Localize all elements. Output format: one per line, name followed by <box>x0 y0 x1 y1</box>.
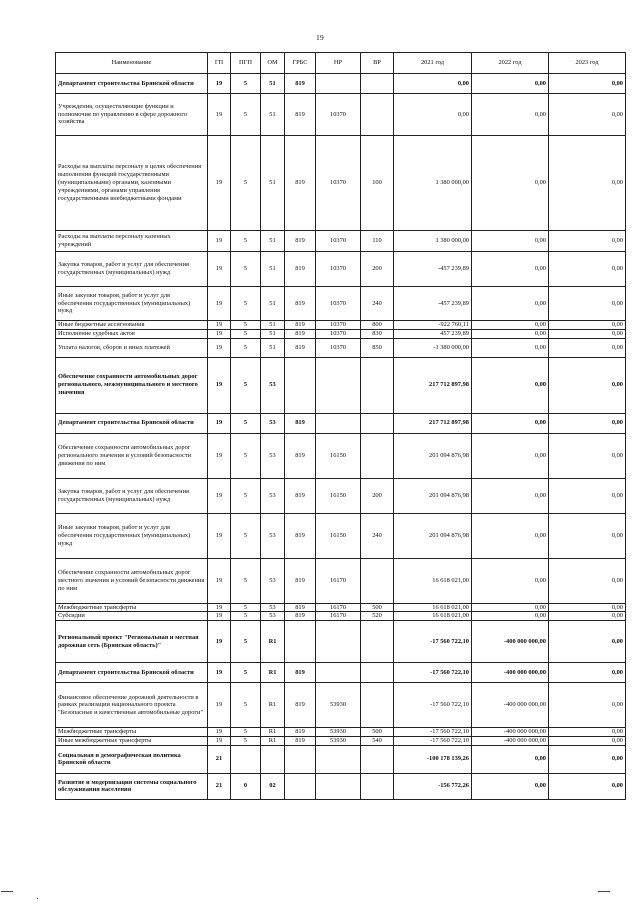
table-row <box>56 478 626 513</box>
cell-y2022: -400 000 000,00 <box>472 621 549 663</box>
cell-y2021: 201 094 876,98 <box>394 513 472 558</box>
cell-vr <box>361 745 394 773</box>
cell-grbs: 819 <box>285 603 316 612</box>
cell-vr: 100 <box>361 136 394 231</box>
cell-vr <box>361 621 394 663</box>
cell-om: 51 <box>261 94 285 136</box>
cell-nr: 53930 <box>316 728 361 737</box>
cell-pgp: 5 <box>231 94 261 136</box>
table-row <box>56 74 626 94</box>
budget-table <box>55 52 626 800</box>
cell-vr <box>361 683 394 728</box>
cell-gp: 19 <box>208 357 231 413</box>
cell-name: Межбюджетные трансферты <box>56 728 208 737</box>
table-body <box>56 74 626 800</box>
cell-om: 53 <box>261 433 285 478</box>
cell-pgp: 5 <box>231 478 261 513</box>
cell-grbs: 819 <box>285 252 316 287</box>
cell-grbs: 819 <box>285 287 316 321</box>
cell-gp: 19 <box>208 621 231 663</box>
cell-name: Обеспечение сохранности автомобильных дорог регионального значения и условий безопасности движения по ним <box>56 433 208 478</box>
scan-mark <box>598 891 610 892</box>
cell-y2022: 0,00 <box>472 136 549 231</box>
cell-y2021: -17 560 722,10 <box>394 737 472 746</box>
cell-y2021: 201 094 876,98 <box>394 433 472 478</box>
cell-vr: 830 <box>361 329 394 338</box>
cell-name: Развитие и модернизация системы социального обслуживания населения <box>56 773 208 799</box>
header-vr: ВР <box>361 53 394 74</box>
cell-om: 51 <box>261 338 285 357</box>
cell-grbs: 819 <box>285 136 316 231</box>
header-nr: НР <box>316 53 361 74</box>
cell-y2021: -100 178 139,26 <box>394 745 472 773</box>
cell-nr <box>316 663 361 683</box>
cell-vr <box>361 663 394 683</box>
cell-y2021: -17 560 722,10 <box>394 728 472 737</box>
cell-vr: 800 <box>361 321 394 330</box>
cell-om: 53 <box>261 603 285 612</box>
cell-om: R1 <box>261 737 285 746</box>
cell-y2021: 217 712 897,98 <box>394 357 472 413</box>
cell-name: Обеспечение сохранности автомобильных дорог регионального, межмуниципального и местного значения <box>56 357 208 413</box>
cell-om: 51 <box>261 329 285 338</box>
cell-gp: 19 <box>208 136 231 231</box>
cell-y2021: 0,00 <box>394 74 472 94</box>
cell-nr: 16150 <box>316 478 361 513</box>
cell-y2022: -400 000 000,00 <box>472 737 549 746</box>
cell-name: Закупка товаров, работ и услуг для обеспечения государственных (муниципальных) нужд <box>56 252 208 287</box>
cell-vr <box>361 74 394 94</box>
cell-grbs: 819 <box>285 321 316 330</box>
cell-grbs: 819 <box>285 478 316 513</box>
cell-vr: 200 <box>361 478 394 513</box>
cell-nr: 10370 <box>316 252 361 287</box>
cell-y2023: 0,00 <box>549 773 626 799</box>
cell-gp: 19 <box>208 433 231 478</box>
cell-y2022: 0,00 <box>472 338 549 357</box>
scan-mark <box>1 891 13 892</box>
cell-name: Закупка товаров, работ и услуг для обеспечения государственных (муниципальных) нужд <box>56 478 208 513</box>
cell-grbs <box>285 745 316 773</box>
cell-gp: 19 <box>208 683 231 728</box>
cell-gp: 19 <box>208 737 231 746</box>
cell-y2022: -400 000 000,00 <box>472 728 549 737</box>
cell-grbs: 819 <box>285 612 316 621</box>
cell-nr <box>316 773 361 799</box>
cell-name: Департамент строительства Брянской области <box>56 663 208 683</box>
cell-om: 51 <box>261 252 285 287</box>
cell-y2023: 0,00 <box>549 413 626 433</box>
cell-name: Уплата налогов, сборов и иных платежей <box>56 338 208 357</box>
cell-pgp: 5 <box>231 737 261 746</box>
cell-pgp: 5 <box>231 433 261 478</box>
cell-nr: 10370 <box>316 287 361 321</box>
header-2022: 2022 год <box>472 53 549 74</box>
cell-y2023: 0,00 <box>549 663 626 683</box>
table-row <box>56 231 626 252</box>
cell-grbs <box>285 621 316 663</box>
cell-pgp: 5 <box>231 513 261 558</box>
cell-gp: 21 <box>208 745 231 773</box>
cell-y2021: -156 772,26 <box>394 773 472 799</box>
table-row <box>56 773 626 799</box>
cell-om: 53 <box>261 612 285 621</box>
cell-name: Региональный проект "Региональная и местная дорожная сеть (Брянская область)" <box>56 621 208 663</box>
cell-om: 53 <box>261 478 285 513</box>
cell-y2023: 0,00 <box>549 612 626 621</box>
cell-nr: 16150 <box>316 513 361 558</box>
cell-vr <box>361 433 394 478</box>
cell-y2023: 0,00 <box>549 737 626 746</box>
cell-y2022: 0,00 <box>472 478 549 513</box>
cell-gp: 19 <box>208 413 231 433</box>
cell-grbs: 819 <box>285 74 316 94</box>
table-row <box>56 621 626 663</box>
cell-y2023: 0,00 <box>549 321 626 330</box>
cell-pgp: 5 <box>231 728 261 737</box>
cell-y2021: -457 239,89 <box>394 287 472 321</box>
cell-vr <box>361 773 394 799</box>
cell-om: 02 <box>261 773 285 799</box>
cell-y2023: 0,00 <box>549 745 626 773</box>
table-row <box>56 357 626 413</box>
cell-om: 53 <box>261 558 285 603</box>
cell-gp: 19 <box>208 74 231 94</box>
cell-vr <box>361 357 394 413</box>
cell-pgp: 5 <box>231 231 261 252</box>
cell-y2022: 0,00 <box>472 513 549 558</box>
cell-gp: 19 <box>208 252 231 287</box>
cell-name: Учреждения, осуществляющие функции и полномочия по управлению в сфере дорожного хозяйства <box>56 94 208 136</box>
cell-y2023: 0,00 <box>549 621 626 663</box>
cell-grbs: 819 <box>285 513 316 558</box>
cell-pgp: 5 <box>231 413 261 433</box>
table-row <box>56 252 626 287</box>
header-gp: ГП <box>208 53 231 74</box>
cell-grbs: 819 <box>285 663 316 683</box>
cell-vr: 850 <box>361 338 394 357</box>
cell-nr: 10370 <box>316 329 361 338</box>
cell-y2023: 0,00 <box>549 136 626 231</box>
cell-y2021: 457 239,89 <box>394 329 472 338</box>
cell-vr: 500 <box>361 728 394 737</box>
cell-y2021: 16 618 021,00 <box>394 558 472 603</box>
cell-gp: 21 <box>208 773 231 799</box>
table-row <box>56 321 626 330</box>
cell-om: 51 <box>261 321 285 330</box>
cell-y2023: 0,00 <box>549 558 626 603</box>
table-row <box>56 94 626 136</box>
cell-om: R1 <box>261 683 285 728</box>
cell-om: R1 <box>261 663 285 683</box>
cell-vr: 500 <box>361 603 394 612</box>
cell-grbs: 819 <box>285 683 316 728</box>
scan-mark <box>37 898 38 899</box>
cell-gp: 19 <box>208 329 231 338</box>
cell-y2023: 0,00 <box>549 683 626 728</box>
cell-nr: 16170 <box>316 603 361 612</box>
cell-name: Субсидии <box>56 612 208 621</box>
cell-gp: 19 <box>208 558 231 603</box>
table-row <box>56 329 626 338</box>
cell-y2021: -922 760,11 <box>394 321 472 330</box>
cell-om: 51 <box>261 136 285 231</box>
cell-nr: 53930 <box>316 683 361 728</box>
table-row <box>56 612 626 621</box>
cell-grbs: 819 <box>285 433 316 478</box>
cell-vr: 540 <box>361 737 394 746</box>
table-row <box>56 683 626 728</box>
header-name: Наименование <box>56 53 208 74</box>
table-row <box>56 136 626 231</box>
header-om: ОМ <box>261 53 285 74</box>
cell-grbs: 819 <box>285 338 316 357</box>
cell-om: R1 <box>261 728 285 737</box>
cell-grbs <box>285 773 316 799</box>
cell-grbs: 819 <box>285 737 316 746</box>
cell-pgp: 5 <box>231 74 261 94</box>
cell-y2022: -400 000 000,00 <box>472 663 549 683</box>
cell-y2022: 0,00 <box>472 321 549 330</box>
cell-nr: 16170 <box>316 612 361 621</box>
cell-y2023: 0,00 <box>549 513 626 558</box>
cell-grbs: 819 <box>285 231 316 252</box>
cell-y2022: 0,00 <box>472 433 549 478</box>
cell-pgp: 5 <box>231 663 261 683</box>
table-header-row <box>56 53 626 74</box>
cell-y2023: 0,00 <box>549 433 626 478</box>
cell-pgp: 5 <box>231 357 261 413</box>
cell-vr: 240 <box>361 287 394 321</box>
cell-name: Исполнение судебных актов <box>56 329 208 338</box>
cell-y2022: 0,00 <box>472 94 549 136</box>
cell-pgp: 5 <box>231 603 261 612</box>
cell-om: 51 <box>261 231 285 252</box>
cell-pgp: 5 <box>231 287 261 321</box>
cell-y2021: 217 712 897,98 <box>394 413 472 433</box>
cell-pgp: 5 <box>231 558 261 603</box>
table-row <box>56 338 626 357</box>
cell-name: Межбюджетные трансферты <box>56 603 208 612</box>
header-2021: 2021 год <box>394 53 472 74</box>
cell-pgp: 0 <box>231 773 261 799</box>
cell-name: Расходы на выплаты персоналу казенных учреждений <box>56 231 208 252</box>
page-number: 19 <box>316 33 324 42</box>
cell-om <box>261 745 285 773</box>
cell-nr: 10370 <box>316 321 361 330</box>
cell-vr <box>361 413 394 433</box>
cell-name: Финансовое обеспечение дорожной деятельности в рамках реализации национального проекта "Безопасные и качественные автомобильные дороги" <box>56 683 208 728</box>
cell-y2023: 0,00 <box>549 728 626 737</box>
cell-nr <box>316 745 361 773</box>
cell-name: Социальная и демографическая политика Брянской области <box>56 745 208 773</box>
cell-y2021: -17 560 722,10 <box>394 683 472 728</box>
cell-nr: 10370 <box>316 94 361 136</box>
table-row <box>56 433 626 478</box>
cell-om: 53 <box>261 513 285 558</box>
table-row <box>56 603 626 612</box>
cell-y2021: 16 618 021,00 <box>394 603 472 612</box>
cell-y2023: 0,00 <box>549 603 626 612</box>
cell-gp: 19 <box>208 231 231 252</box>
cell-gp: 19 <box>208 478 231 513</box>
cell-y2022: 0,00 <box>472 603 549 612</box>
cell-y2023: 0,00 <box>549 338 626 357</box>
cell-y2023: 0,00 <box>549 231 626 252</box>
cell-y2022: 0,00 <box>472 329 549 338</box>
cell-y2023: 0,00 <box>549 357 626 413</box>
cell-y2022: 0,00 <box>472 745 549 773</box>
cell-grbs: 819 <box>285 329 316 338</box>
cell-om: 53 <box>261 413 285 433</box>
cell-pgp: 5 <box>231 612 261 621</box>
cell-nr: 10370 <box>316 136 361 231</box>
cell-y2022: -400 000 000,00 <box>472 683 549 728</box>
cell-nr: 16170 <box>316 558 361 603</box>
table-row <box>56 513 626 558</box>
cell-gp: 19 <box>208 94 231 136</box>
cell-y2022: 0,00 <box>472 357 549 413</box>
cell-y2021: 201 094 876,98 <box>394 478 472 513</box>
cell-gp: 19 <box>208 728 231 737</box>
cell-vr: 110 <box>361 231 394 252</box>
cell-vr <box>361 94 394 136</box>
cell-vr: 520 <box>361 612 394 621</box>
cell-nr <box>316 74 361 94</box>
cell-name: Расходы на выплаты персоналу в целях обеспечения выполнения функций государственными (муниципальными) органами, казенными учреждениями, органами управления государственными внебюджетными фондами <box>56 136 208 231</box>
table-row <box>56 745 626 773</box>
cell-nr: 10370 <box>316 231 361 252</box>
cell-om: 53 <box>261 357 285 413</box>
cell-nr: 10370 <box>316 338 361 357</box>
cell-pgp <box>231 745 261 773</box>
cell-nr <box>316 413 361 433</box>
cell-pgp: 5 <box>231 136 261 231</box>
cell-pgp: 5 <box>231 321 261 330</box>
cell-gp: 19 <box>208 287 231 321</box>
cell-y2023: 0,00 <box>549 94 626 136</box>
cell-vr: 240 <box>361 513 394 558</box>
cell-vr <box>361 558 394 603</box>
cell-name: Иные бюджетные ассигнования <box>56 321 208 330</box>
cell-y2021: 0,00 <box>394 94 472 136</box>
cell-name: Департамент строительства Брянской области <box>56 413 208 433</box>
cell-grbs: 819 <box>285 558 316 603</box>
cell-nr <box>316 621 361 663</box>
cell-y2022: 0,00 <box>472 612 549 621</box>
cell-y2023: 0,00 <box>549 329 626 338</box>
cell-om: R1 <box>261 621 285 663</box>
cell-y2021: 1 380 000,00 <box>394 231 472 252</box>
cell-name: Иные закупки товаров, работ и услуг для обеспечения государственных (муниципальных) нужд <box>56 287 208 321</box>
cell-name: Иные закупки товаров, работ и услуг для обеспечения государственных (муниципальных) нужд <box>56 513 208 558</box>
cell-grbs <box>285 357 316 413</box>
table-row <box>56 737 626 746</box>
cell-y2021: -17 560 722,10 <box>394 621 472 663</box>
cell-name: Иные межбюджетные трансферты <box>56 737 208 746</box>
cell-y2022: 0,00 <box>472 287 549 321</box>
cell-nr <box>316 357 361 413</box>
table-row <box>56 663 626 683</box>
cell-grbs: 819 <box>285 413 316 433</box>
cell-gp: 19 <box>208 321 231 330</box>
table-row <box>56 287 626 321</box>
table-row <box>56 413 626 433</box>
cell-name: Обеспечение сохранности автомобильных дорог местного значения и условий безопасности движения по ним <box>56 558 208 603</box>
cell-y2021: -1 380 000,00 <box>394 338 472 357</box>
cell-pgp: 5 <box>231 683 261 728</box>
cell-y2022: 0,00 <box>472 773 549 799</box>
cell-y2023: 0,00 <box>549 287 626 321</box>
cell-pgp: 5 <box>231 329 261 338</box>
cell-y2022: 0,00 <box>472 252 549 287</box>
cell-pgp: 5 <box>231 252 261 287</box>
header-pgp: ПГП <box>231 53 261 74</box>
cell-y2022: 0,00 <box>472 413 549 433</box>
cell-y2023: 0,00 <box>549 478 626 513</box>
cell-om: 51 <box>261 74 285 94</box>
table-row <box>56 728 626 737</box>
cell-gp: 19 <box>208 612 231 621</box>
header-grbs: ГРБС <box>285 53 316 74</box>
cell-pgp: 5 <box>231 621 261 663</box>
cell-gp: 19 <box>208 603 231 612</box>
cell-name: Департамент строительства Брянской области <box>56 74 208 94</box>
cell-vr: 200 <box>361 252 394 287</box>
header-2023: 2023 год <box>549 53 626 74</box>
cell-y2021: -17 560 722,10 <box>394 663 472 683</box>
cell-gp: 19 <box>208 338 231 357</box>
cell-y2022: 0,00 <box>472 558 549 603</box>
cell-om: 51 <box>261 287 285 321</box>
cell-pgp: 5 <box>231 338 261 357</box>
cell-y2023: 0,00 <box>549 252 626 287</box>
cell-nr: 53930 <box>316 737 361 746</box>
cell-y2023: 0,00 <box>549 74 626 94</box>
cell-grbs: 819 <box>285 94 316 136</box>
table-row <box>56 558 626 603</box>
cell-grbs: 819 <box>285 728 316 737</box>
cell-y2021: 16 618 021,00 <box>394 612 472 621</box>
cell-y2022: 0,00 <box>472 74 549 94</box>
cell-y2022: 0,00 <box>472 231 549 252</box>
cell-nr: 16150 <box>316 433 361 478</box>
cell-y2021: 1 380 000,00 <box>394 136 472 231</box>
cell-gp: 19 <box>208 663 231 683</box>
cell-gp: 19 <box>208 513 231 558</box>
cell-y2021: -457 239,89 <box>394 252 472 287</box>
